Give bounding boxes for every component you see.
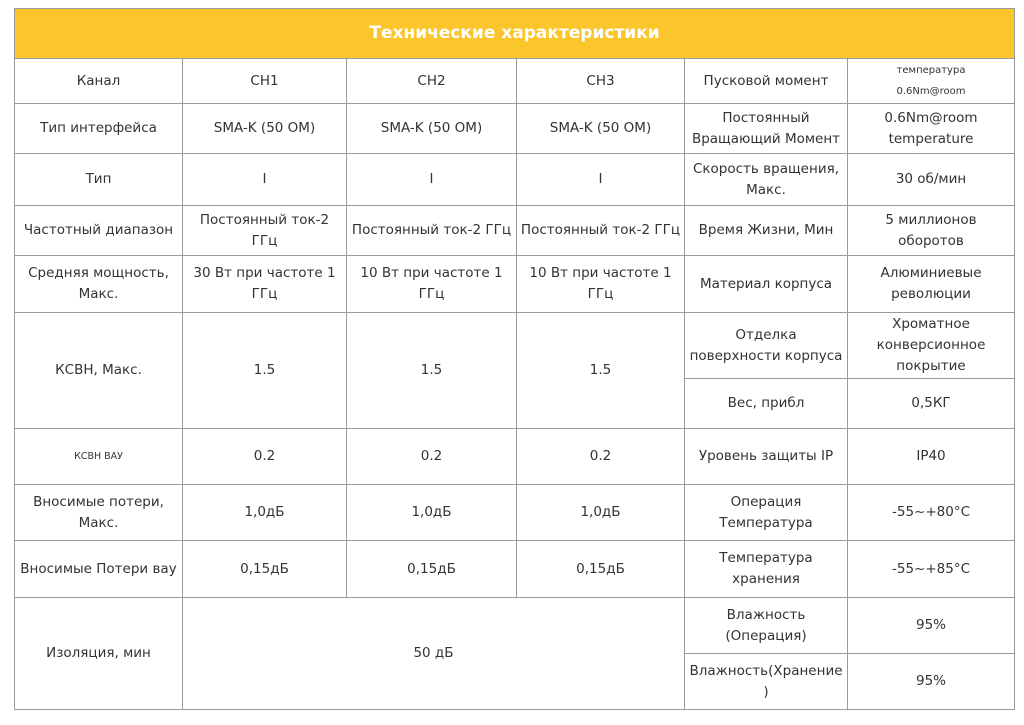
spec-label: Время Жизни, Мин [685, 206, 848, 256]
table-title: Технические характеристики [15, 9, 1015, 59]
spec-value: 30 об/мин [848, 154, 1015, 206]
spec-value: 95% [848, 598, 1015, 654]
ch3-cell: SMA-K (50 OM) [517, 104, 685, 154]
ch2-cell: 0.2 [347, 429, 517, 485]
spec-label: Вес, прибл [685, 379, 848, 429]
ch3-cell: 10 Вт при частоте 1 ГГц [517, 256, 685, 313]
spec-value-line: temperature [888, 130, 974, 147]
table-header-row [15, 59, 1015, 104]
spec-value: Хроматное конверсионное покрытие [848, 313, 1015, 379]
ch3-cell: 1,0дБ [517, 485, 685, 541]
table-row [15, 154, 1015, 206]
ch1-cell: Постоянный ток-2 ГГц [183, 206, 347, 256]
ch2-cell: 0,15дБ [347, 541, 517, 598]
spec-label: Материал корпуса [685, 256, 848, 313]
spec-label: Уровень защиты IP [685, 429, 848, 485]
spec-value: 5 миллионов оборотов [848, 206, 1015, 256]
spec-value: -55~+80°C [848, 485, 1015, 541]
spec-value: 0,5КГ [848, 379, 1015, 429]
spec-value-line: температура [896, 65, 966, 76]
row-label: Частотный диапазон [15, 206, 183, 256]
spec-label: Операция Температура [685, 485, 848, 541]
ch1-cell: 30 Вт при частоте 1 ГГц [183, 256, 347, 313]
spec-value: 95% [848, 654, 1015, 710]
row-label: КСВН, Макс. [15, 313, 183, 429]
ch2-cell: 10 Вт при частоте 1 ГГц [347, 256, 517, 313]
table-row [15, 256, 1015, 313]
row-label: Вносимые Потери вау [15, 541, 183, 598]
spec-label: Пусковой момент [685, 59, 848, 104]
ch3-cell: 1.5 [517, 313, 685, 429]
ch3-cell: Постоянный ток-2 ГГц [517, 206, 685, 256]
title-row [15, 9, 1015, 59]
table-row [15, 429, 1015, 485]
row-label: Тип [15, 154, 183, 206]
table-row [15, 313, 1015, 379]
ch3-cell: I [517, 154, 685, 206]
spec-label: Отделка поверхности корпуса [685, 313, 848, 379]
channel-header: Канал [15, 59, 183, 104]
ch2-cell: I [347, 154, 517, 206]
ch2-cell: 1,0дБ [347, 485, 517, 541]
spec-value: -55~+85°C [848, 541, 1015, 598]
spec-label: Влажность (Операция) [685, 598, 848, 654]
spec-value-line: 0.6Nm@room [884, 109, 978, 126]
ch1-cell: 0.2 [183, 429, 347, 485]
table-row [15, 598, 1015, 654]
spec-label: Постоянный Вращающий Момент [685, 104, 848, 154]
row-label: Вносимые потери, Макс. [15, 485, 183, 541]
table-row [15, 541, 1015, 598]
ch2-cell: 1.5 [347, 313, 517, 429]
table-row [15, 485, 1015, 541]
ch2-header: CH2 [347, 59, 517, 104]
specifications-table [14, 8, 1015, 710]
row-label: КСВН ВАУ [15, 429, 183, 485]
ch1-header: CH1 [183, 59, 347, 104]
ch2-cell: Постоянный ток-2 ГГц [347, 206, 517, 256]
ch2-cell: SMA-K (50 OM) [347, 104, 517, 154]
ch1-cell: 0,15дБ [183, 541, 347, 598]
ch1-cell: 1,0дБ [183, 485, 347, 541]
spec-label: Температура хранения [685, 541, 848, 598]
spec-value: IP40 [848, 429, 1015, 485]
spec-value: Алюминиевые революции [848, 256, 1015, 313]
ch3-cell: 0,15дБ [517, 541, 685, 598]
spec-value-line: 0.6Nm@room [896, 86, 966, 97]
row-label: Изоляция, мин [15, 598, 183, 710]
table-row [15, 104, 1015, 154]
spec-value [848, 59, 1015, 104]
table-row [15, 206, 1015, 256]
row-label: Средняя мощность, Макс. [15, 256, 183, 313]
ch3-cell: 0.2 [517, 429, 685, 485]
ch3-header: CH3 [517, 59, 685, 104]
ch1-cell: 1.5 [183, 313, 347, 429]
ch1-cell: SMA-K (50 OM) [183, 104, 347, 154]
spec-label: Влажность(Хранение) [685, 654, 848, 710]
spec-label: Скорость вращения, Макс. [685, 154, 848, 206]
ch1-cell: I [183, 154, 347, 206]
isolation-value: 50 дБ [183, 598, 685, 710]
row-label: Тип интерфейса [15, 104, 183, 154]
spec-value [848, 104, 1015, 154]
